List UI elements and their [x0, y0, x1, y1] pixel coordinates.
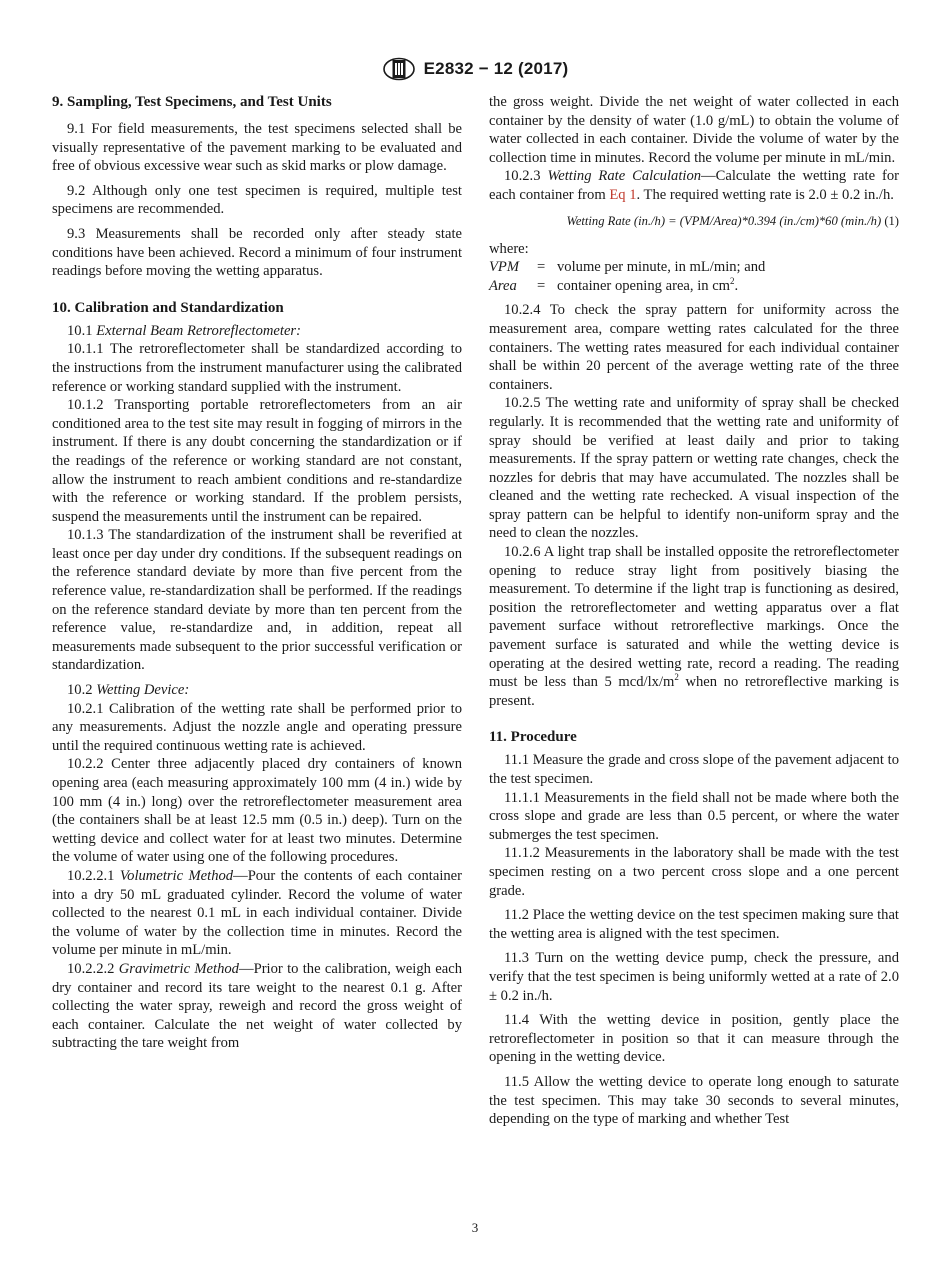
- para-10-1-2: 10.1.2 Transporting portable retroreflectometers from an air conditioned area to the test site may result in fogging of mirrors in the instrument. If there is any doubt concerning the standardization or if the readings of the reference or working standard are not constant, allow the instrument to reach ambient conditions and re-standardize with the reference or working standard. If the problem persists, suspend the measurements until the instrument can be repaired.: [52, 397, 462, 525]
- volumetric-method-label: Volumetric Method: [119, 867, 234, 884]
- para-10-2-6: 10.2.6 A light trap shall be installed opposite the retroreflectometer opening to reduce stray light from positively biasing the measurement. To determine if the light trap is functioning as desired, position the retroreflectometer and wetting apparatus over a flat pavement surface without retroreflective markings. Once the pavement surface is saturated and while the wetting device is operating at the desired wetting rate, record a reading. The reading must be less than 5 mcd/$lx/m^2$ when no retroreflective marking is present.: [489, 544, 900, 709]
- equation-number: (1): [884, 213, 899, 228]
- para-10-2-2-1: 10.2.2.1 Volumetric Method—Pour the contents of each container into a dry 50 mL graduated cylinder. Record the volume of water collected to the nearest 0.1 mL in each individual container. Divide the volume of water by the collection time in minutes. Record the volume per minute in mL/min.: [52, 867, 463, 959]
- para-10-2-2-2: 10.2.2.2 Gravimetric Method—Prior to the calibration, weigh each dry container and record its tare weight to the nearest 0.1 g. After collecting the water spray, reweigh and record the gross weight of each container. Calculate the net weight of water collected by subtracting the tare weight from: [52, 960, 462, 1052]
- para-continued: the gross weight. Divide the net weight of water collected in each container by the density of water (1.0 g/mL) to obtain the volume of water collected in each container. Divide the volume of water by the collection time in minutes. Record the volume per minute in mL/min.: [489, 94, 899, 166]
- page-header: [0, 56, 950, 82]
- para-10-2-4: 10.2.4 To check the spray pattern for uniformity across the measurement area, compare wetting rates calculated for the three containers. The wetting rates measured for each individual container shall be within 20 percent of the average wetting rate of the three containers.: [489, 302, 899, 393]
- para-10-2-2: 10.2.2 Center three adjacently placed dry containers of known opening area (each measuring approximately 100 mm (4 in.) wide by 100 mm (4 in.) long) over the retroreflectometer measurement area (the containers shall be at least 12.5 mm (0.5 in.) deep). Turn on the wetting device and collect water for at least two minutes. Determine the volume of water using one of the following procedures.: [52, 756, 462, 866]
- section-10-title: 10. Calibration and Standardization: [52, 299, 284, 316]
- para-10-2-3: 10.2.3 Wetting Rate Calculation—Calculate the wetting rate for each container from Eq 1. The required wetting rate is 2.0 ± 0.2 in./h.: [489, 168, 900, 203]
- eq-1-link[interactable]: Eq 1: [609, 186, 637, 203]
- equation-1: [489, 212, 899, 230]
- para-10-1: 10.1 External Beam Retroreflectometer:: [67, 322, 301, 339]
- para-11-2: 11.2 Place the wetting device on the test specimen making sure that the wetting area is aligned with the test specimen.: [489, 907, 899, 942]
- definition-vpm: VPM = volume per minute, in mL/min; and: [489, 259, 766, 276]
- para-11-1: 11.1 Measure the grade and cross slope of the pavement adjacent to the test specimen.: [489, 752, 899, 787]
- para-11-4: 11.4 With the wetting device in position, gently place the retroreflectometer in position so that it can measure through the opening in the wetting device.: [489, 1012, 899, 1066]
- para-11-1-1: 11.1.1 Measurements in the field shall not be made where both the cross slope and grade are less than 0.5 percent, or where the water submerges the test specimen.: [489, 789, 899, 843]
- section-9-title: 9. Sampling, Test Specimens, and Test Units: [52, 94, 332, 110]
- para-10-1-1: 10.1.1 The retroreflectometer shall be standardized according to the instructions from the instrument manufacturer using the calibrated reference or working standard supplied with the instrument.: [52, 341, 462, 395]
- para-11-5: 11.5 Allow the wetting device to operate long enough to saturate the test specimen. This may take 30 seconds to several minutes, depending on the type of marking and whether Test: [489, 1073, 899, 1128]
- para-10-2-5: 10.2.5 The wetting rate and uniformity of spray shall be checked regularly. It is recommended that the wetting rate and uniformity of spray should be verified at least daily and prior to taking measurements. If the spray pattern or wetting rate changes, check the nozzles for debris that may have accumulated. The nozzles shall be cleaned and the wetting rate rechecked. A visual inspection of the spray pattern can be helpful to identify non-uniform spray and the need to clean the nozzles.: [489, 395, 899, 542]
- para-9-1: 9.1 For field measurements, the test specimens selected shall be visually representative of the pavement marking to be evaluated and free of obvious excessive wear such as skid marks or plow damage.: [52, 121, 462, 175]
- para-9-3: 9.3 Measurements shall be recorded only after steady state conditions have been achieved. Record a minimum of four instrument readings before moving the wetting apparatus.: [52, 225, 462, 280]
- right-column: [489, 93, 899, 1129]
- definition-area: Area = container opening area, in $cm^2$.: [489, 275, 739, 294]
- para-9-2: 9.2 Although only one test specimen is required, multiple test specimens are recommended.: [52, 182, 462, 218]
- wetting-rate-calc-label: Wetting Rate Calculation: [547, 168, 702, 185]
- section-11-title: 11. Procedure: [489, 729, 577, 746]
- para-10-1-3: 10.1.3 The standardization of the instrument shall be reverified at least once per day under dry conditions. If the subsequent readings on the reference standard deviate by more than five percent from the reference value, re-standardization shall be performed. If the readings on the reference standard deviate by more than ten percent from the reference value, re-standardize and, in addition, repeat all measurements made subsequent to the prior successful verification or standardization.: [52, 527, 462, 674]
- where-label: where:: [489, 240, 529, 257]
- equation-body: Wetting Rate (in./h) = (VPM/Area)*0.394 (in./cm)*60 (min./h): [566, 213, 882, 228]
- gravimetric-method-label: Gravimetric Method: [118, 960, 239, 977]
- para-11-1-2: 11.1.2 Measurements in the laboratory shall be made with the test specimen resting on a two percent cross slope and a one percent grade.: [489, 845, 899, 899]
- para-11-3: 11.3 Turn on the wetting device pump, check the pressure, and verify that the test specimen is being uniformly wetted at a rate of 2.0 ± 0.2 in./h.: [489, 950, 899, 1004]
- page-number: 3: [471, 1220, 479, 1235]
- standard-designation: E2832 − 12 (2017): [423, 59, 569, 78]
- para-10-2-label: Wetting Device:: [96, 682, 190, 699]
- para-10-2-1: 10.2.1 Calibration of the wetting rate shall be performed prior to any measurements. Adjust the nozzle angle and operating pressure until the required continuous wetting rate is achieved.: [52, 700, 462, 754]
- para-10-2: 10.2 Wetting Device:: [67, 682, 190, 699]
- para-10-1-label: External Beam Retroreflectometer:: [96, 322, 301, 339]
- astm-logo-icon: [382, 57, 416, 81]
- left-column: [52, 93, 462, 1053]
